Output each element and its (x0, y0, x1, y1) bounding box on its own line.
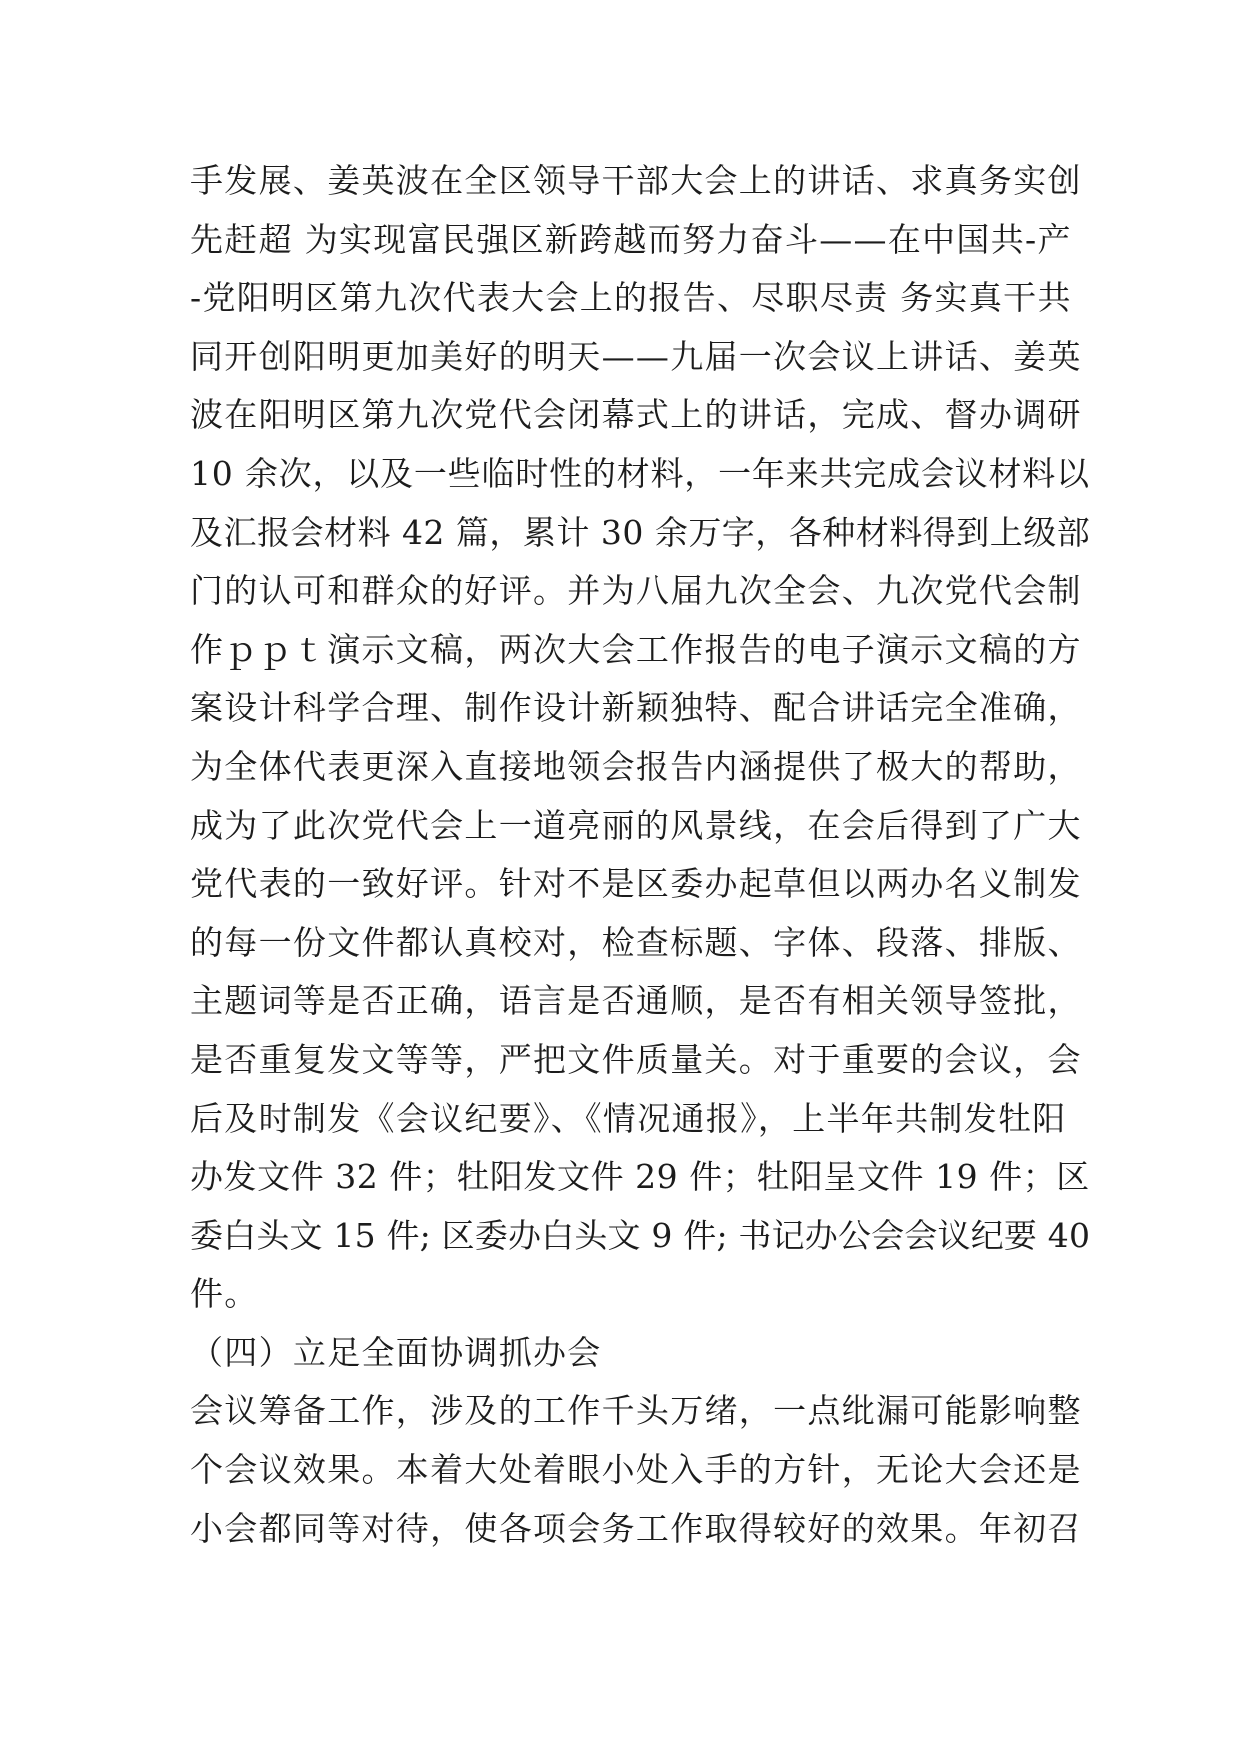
text-line: 门的认可和群众的好评。并为八届九次全会、九次党代会制 (190, 571, 1082, 611)
text-line: 件。 (190, 1274, 259, 1314)
text-line: 手发展、姜英波在全区领导干部大会上的讲话、求真务实创 (190, 161, 1082, 200)
text-line: 主题词等是否正确，语言是否通顺，是否有相关领导签批， (190, 981, 1082, 1021)
text-line: 委白头文 15 件; 区委办白头文 9 件; 书记办公会会议纪要 40 (190, 1215, 1091, 1255)
text-line: 小会都同等对待，使各项会务工作取得较好的效果。年初召 (190, 1508, 1082, 1548)
text-line: 同开创阳明更加美好的明天——九届一次会议上讲话、姜英 (190, 336, 1082, 376)
text-line: 会议筹备工作，涉及的工作千头万绪，一点纰漏可能影响整 (190, 1391, 1082, 1431)
text-line: 先赶超 为实现富民强区新跨越而努力奋斗——在中国共-产 (190, 219, 1072, 259)
text-line: 后及时制发《会议纪要》、《情况通报》，上半年共制发牡阳 (190, 1098, 1067, 1138)
text-line: 个会议效果。本着大处着眼小处入手的方针，无论大会还是 (190, 1450, 1082, 1490)
text-line: 是否重复发文等等，严把文件质量关。对于重要的会议，会 (190, 1039, 1082, 1079)
text-line: 波在阳明区第九次党代会闭幕式上的讲话，完成、督办调研 (190, 395, 1082, 435)
text-line: 及汇报会材料 42 篇，累计 30 余万字，各种材料得到上级部 (190, 512, 1091, 552)
text-line: 党代表的一致好评。针对不是区委办起草但以两办名义制发 (190, 864, 1082, 904)
text-line: 办发文件 32 件；牡阳发文件 29 件；牡阳呈文件 19 件；区 (190, 1157, 1090, 1197)
text-line: 案设计科学合理、制作设计新颖独特、配合讲话完全准确， (190, 688, 1082, 728)
text-line: 作ｐｐｔ演示文稿，两次大会工作报告的电子演示文稿的方 (190, 629, 1082, 669)
text-line: 10 余次，以及一些临时性的材料，一年来共完成会议材料以 (190, 453, 1090, 493)
document-body (190, 152, 1090, 1558)
text-line: -党阳明区第九次代表大会上的报告、尽职尽责 务实真干共 (190, 278, 1072, 318)
text-line: 成为了此次党代会上一道亮丽的风景线，在会后得到了广大 (190, 805, 1082, 845)
text-line: 的每一份文件都认真校对，检查标题、字体、段落、排版、 (190, 922, 1082, 962)
text-line: 为全体代表更深入直接地领会报告内涵提供了极大的帮助， (190, 746, 1082, 786)
section-heading: （四）立足全面协调抓办会 (190, 1332, 602, 1372)
